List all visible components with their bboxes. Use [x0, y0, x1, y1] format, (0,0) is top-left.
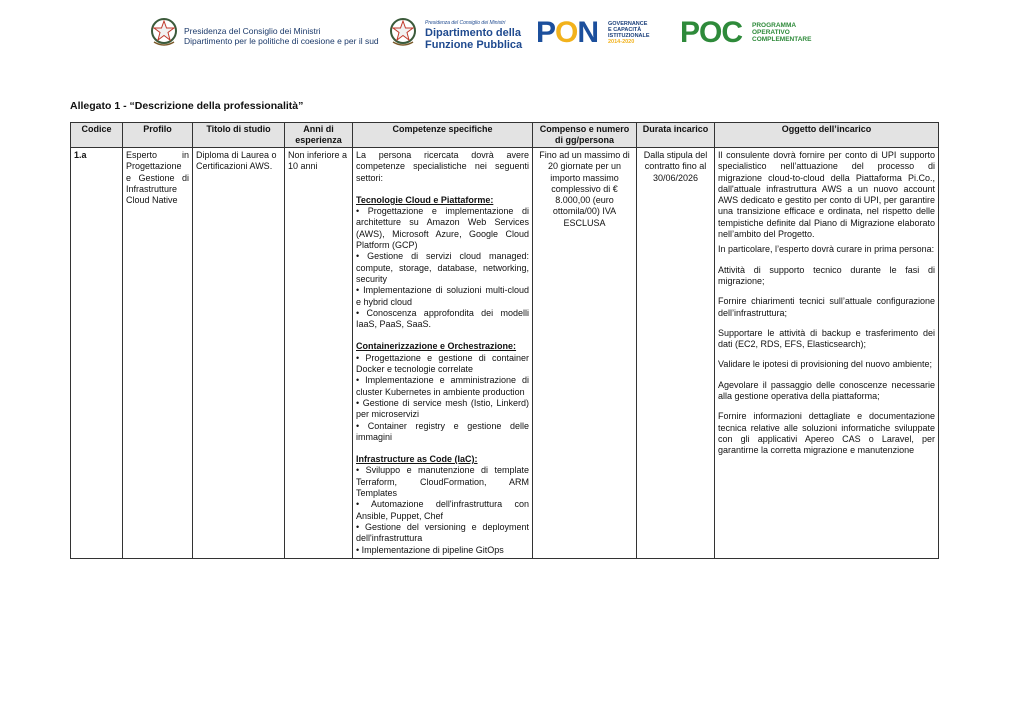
cell-codice: 1.a: [71, 148, 123, 559]
pon-logo: PON: [536, 16, 599, 49]
oggetto-paragraph: In particolare, l’esperto dovrà curare in prima persona:: [718, 244, 935, 255]
header-competenze: Competenze specifiche: [353, 123, 533, 148]
italian-emblem-icon: [150, 16, 178, 48]
list-item: • Implementazione di pipeline GitOps: [356, 544, 504, 555]
header-compenso: Compenso e numero di gg/persona: [533, 123, 637, 148]
header-titolo: Titolo di studio: [193, 123, 285, 148]
logo-header: [0, 14, 1024, 54]
dfp-line1: Dipartimento della: [425, 27, 521, 39]
oggetto-paragraph: Attività di supporto tecnico durante le fasi di migrazione;: [718, 264, 935, 286]
presidenza-line2: Dipartimento per le politiche di coesione e per il sud: [184, 36, 379, 46]
competenze-intro: La persona ricercata dovrà avere competenze specialistiche nei seguenti settori:: [356, 150, 529, 183]
poc-subtitle: [752, 22, 811, 43]
oggetto-paragraph: Il consulente dovrà fornire per conto di UPI supporto specialistico nell’attuazione del processo di migrazione cloud-to-cloud della Piattaforma Pi.Co., dall'attuale infrastruttura AWS a un nuovo account AWS dedicato e gestito per conto di UPI, per garantire una transizione efficace e ordinata, nel rispetto delle tempistiche definite dal Piano di Migrazione elaborato nell’ambito del Progetto.: [718, 150, 935, 240]
cell-profilo: Esperto in Progettazione e Gestione di Infrastrutture Cloud Native: [123, 148, 193, 559]
section-title-iac: Infrastructure as Code (IaC):: [356, 454, 478, 465]
pon-line1: GOVERNANCE: [608, 21, 648, 27]
oggetto-paragraph: Agevolare il passaggio delle conoscenze necessarie alla gestione operativa della piattaforma;: [718, 379, 935, 402]
list-item: • Gestione del versioning e deployment dell'infrastruttura: [356, 521, 529, 544]
cell-compenso: Fino ad un massimo di 20 giornate per un importo massimo complessivo di € 8.000,00 (euro ottomila/00) IVA ESCLUSA: [533, 148, 637, 559]
table-header-row: [71, 123, 939, 148]
cell-competenze: [353, 148, 533, 559]
professional-profile-table: [70, 122, 939, 559]
poc-line3: COMPLEMENTARE: [752, 36, 812, 43]
list-item: • Gestione di service mesh (Istio, Linkerd) per microservizi: [356, 397, 529, 420]
section-title-containers: Containerizzazione e Orchestrazione:: [356, 341, 517, 352]
dfp-small-text: Presidenza del Consiglio dei Ministri: [425, 20, 506, 26]
cell-anni: Non inferiore a 10 anni: [285, 148, 353, 559]
pon-line2: E CAPACITÀ: [608, 27, 642, 33]
cell-oggetto: [715, 148, 939, 559]
document-heading: Allegato 1 - “Descrizione della professionalità”: [70, 100, 304, 112]
poc-line1: PROGRAMMA: [752, 22, 797, 29]
cell-titolo: Diploma di Laurea o Certificazioni AWS.: [193, 148, 285, 559]
presidenza-line1: Presidenza del Consiglio dei Ministri: [184, 26, 321, 36]
list-item: • Conoscenza approfondita dei modelli IaaS, PaaS, SaaS.: [356, 307, 529, 330]
oggetto-paragraph: Validare le ipotesi di provisioning del nuovo ambiente;: [718, 359, 932, 370]
dfp-line2: Funzione Pubblica: [425, 39, 523, 51]
pon-subtitle: [608, 21, 650, 45]
list-item: • Container registry e gestione delle immagini: [356, 420, 529, 442]
poc-line2: OPERATIVO: [752, 29, 790, 36]
list-item: • Progettazione e gestione di container Docker e tecnologie correlate: [356, 352, 529, 375]
header-oggetto: Oggetto dell’incarico: [715, 123, 939, 148]
header-anni: Anni di esperienza: [285, 123, 353, 148]
presidenza-logo-text: [184, 26, 379, 46]
table-row: [71, 148, 939, 559]
list-item: • Gestione di servizi cloud managed: compute, storage, database, networking, security: [356, 251, 529, 284]
pon-line4: 2014-2020: [608, 39, 635, 45]
poc-logo: POC: [680, 16, 743, 49]
header-profilo: Profilo: [123, 123, 193, 148]
list-item: • Sviluppo e manutenzione di template Terraform, CloudFormation, ARM Templates: [356, 465, 529, 499]
section-title-cloud: Tecnologie Cloud e Piattaforme:: [356, 194, 494, 205]
pon-line3: ISTITUZIONALE: [608, 33, 650, 39]
italian-emblem-icon: [389, 16, 417, 48]
oggetto-paragraph: Fornire chiarimenti tecnici sull’attuale configurazione dell’infrastruttura;: [718, 296, 935, 318]
dfp-logo-text: [425, 27, 522, 51]
header-durata: Durata incarico: [637, 123, 715, 148]
list-item: • Progettazione e implementazione di architetture su Amazon Web Services (AWS), Microsoft Azure, Google Cloud Platform (GCP): [356, 206, 529, 251]
oggetto-paragraph: Fornire informazioni dettagliate e documentazione tecnica relative alle soluzioni informatiche sviluppate con gli applicativi Apereo CAS o Laravel, per garantirne la corretta migrazione e manutenzione: [718, 411, 935, 456]
header-codice: Codice: [71, 123, 123, 148]
list-item: • Automazione dell'infrastruttura con Ansible, Puppet, Chef: [356, 499, 529, 521]
list-item: • Implementazione di soluzioni multi-cloud e hybrid cloud: [356, 285, 529, 307]
cell-durata: Dalla stipula del contratto fino al 30/06/2026: [637, 148, 715, 559]
list-item: • Implementazione e amministrazione di cluster Kubernetes in ambiente production: [356, 375, 529, 397]
oggetto-paragraph: Supportare le attività di backup e trasferimento dei dati (EC2, RDS, EFS, Elasticsearch);: [718, 327, 935, 350]
